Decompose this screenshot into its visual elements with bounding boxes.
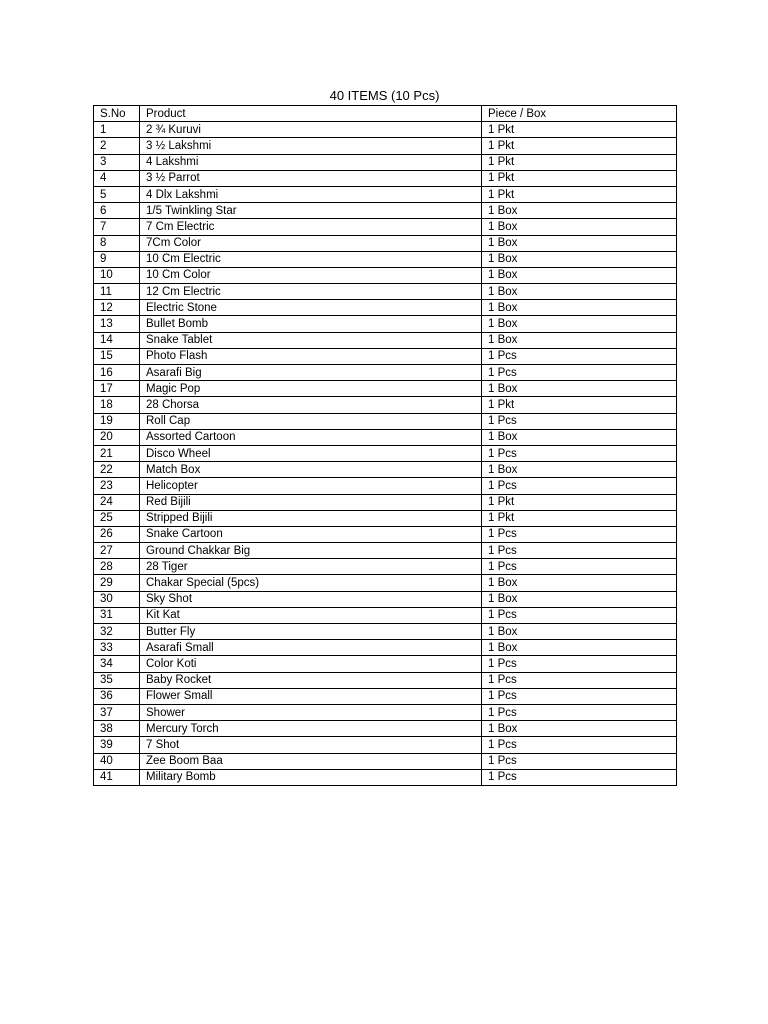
cell-sno: 22 bbox=[94, 462, 140, 478]
cell-sno: 35 bbox=[94, 672, 140, 688]
cell-piece-box: 1 Pcs bbox=[482, 348, 677, 364]
table-row bbox=[94, 721, 677, 737]
cell-piece-box: 1 Pcs bbox=[482, 688, 677, 704]
cell-piece-box: 1 Pcs bbox=[482, 769, 677, 785]
cell-product: Bullet Bomb bbox=[140, 316, 482, 332]
cell-piece-box: 1 Pkt bbox=[482, 154, 677, 170]
cell-sno: 36 bbox=[94, 688, 140, 704]
table-row bbox=[94, 575, 677, 591]
cell-piece-box: 1 Pcs bbox=[482, 672, 677, 688]
cell-piece-box: 1 Box bbox=[482, 332, 677, 348]
cell-piece-box: 1 Pkt bbox=[482, 122, 677, 138]
table-row bbox=[94, 316, 677, 332]
cell-sno: 40 bbox=[94, 753, 140, 769]
cell-product: Butter Fly bbox=[140, 624, 482, 640]
table-row bbox=[94, 510, 677, 526]
table-row bbox=[94, 429, 677, 445]
cell-product: Baby Rocket bbox=[140, 672, 482, 688]
cell-sno: 1 bbox=[94, 122, 140, 138]
cell-piece-box: 1 Box bbox=[482, 640, 677, 656]
cell-sno: 7 bbox=[94, 219, 140, 235]
cell-product: Match Box bbox=[140, 462, 482, 478]
cell-sno: 31 bbox=[94, 607, 140, 623]
cell-product: 28 Tiger bbox=[140, 559, 482, 575]
table-row bbox=[94, 753, 677, 769]
cell-sno: 24 bbox=[94, 494, 140, 510]
cell-sno: 12 bbox=[94, 300, 140, 316]
table-row bbox=[94, 122, 677, 138]
table-row bbox=[94, 462, 677, 478]
table-row bbox=[94, 300, 677, 316]
table-row bbox=[94, 348, 677, 364]
cell-sno: 21 bbox=[94, 445, 140, 461]
cell-product: 2 ¾ Kuruvi bbox=[140, 122, 482, 138]
cell-piece-box: 1 Pkt bbox=[482, 397, 677, 413]
cell-sno: 8 bbox=[94, 235, 140, 251]
cell-sno: 29 bbox=[94, 575, 140, 591]
cell-piece-box: 1 Pcs bbox=[482, 526, 677, 542]
cell-sno: 20 bbox=[94, 429, 140, 445]
cell-product: Disco Wheel bbox=[140, 445, 482, 461]
cell-sno: 17 bbox=[94, 381, 140, 397]
cell-sno: 30 bbox=[94, 591, 140, 607]
cell-sno: 11 bbox=[94, 284, 140, 300]
cell-product: Electric Stone bbox=[140, 300, 482, 316]
cell-product: 3 ½ Lakshmi bbox=[140, 138, 482, 154]
cell-piece-box: 1 Box bbox=[482, 316, 677, 332]
cell-product: Flower Small bbox=[140, 688, 482, 704]
cell-piece-box: 1 Pcs bbox=[482, 478, 677, 494]
cell-piece-box: 1 Pcs bbox=[482, 753, 677, 769]
cell-piece-box: 1 Box bbox=[482, 575, 677, 591]
cell-product: Color Koti bbox=[140, 656, 482, 672]
cell-product: 10 Cm Electric bbox=[140, 251, 482, 267]
cell-sno: 39 bbox=[94, 737, 140, 753]
cell-piece-box: 1 Pcs bbox=[482, 559, 677, 575]
cell-product: 7 Shot bbox=[140, 737, 482, 753]
cell-product: Zee Boom Baa bbox=[140, 753, 482, 769]
table-row bbox=[94, 365, 677, 381]
cell-sno: 19 bbox=[94, 413, 140, 429]
cell-sno: 6 bbox=[94, 203, 140, 219]
cell-product: 4 Lakshmi bbox=[140, 154, 482, 170]
table-row bbox=[94, 688, 677, 704]
table-row bbox=[94, 672, 677, 688]
cell-piece-box: 1 Box bbox=[482, 219, 677, 235]
cell-piece-box: 1 Pcs bbox=[482, 607, 677, 623]
table-row bbox=[94, 284, 677, 300]
table-row bbox=[94, 640, 677, 656]
cell-piece-box: 1 Box bbox=[482, 203, 677, 219]
table-row bbox=[94, 154, 677, 170]
table-row bbox=[94, 445, 677, 461]
cell-sno: 41 bbox=[94, 769, 140, 785]
cell-sno: 10 bbox=[94, 267, 140, 283]
cell-product: Kit Kat bbox=[140, 607, 482, 623]
cell-sno: 27 bbox=[94, 543, 140, 559]
table-row bbox=[94, 624, 677, 640]
cell-piece-box: 1 Box bbox=[482, 235, 677, 251]
table-row bbox=[94, 219, 677, 235]
table-row bbox=[94, 591, 677, 607]
cell-piece-box: 1 Box bbox=[482, 429, 677, 445]
cell-sno: 37 bbox=[94, 704, 140, 720]
cell-piece-box: 1 Pkt bbox=[482, 138, 677, 154]
cell-product: 1/5 Twinkling Star bbox=[140, 203, 482, 219]
cell-product: 10 Cm Color bbox=[140, 267, 482, 283]
table-row bbox=[94, 267, 677, 283]
table-row bbox=[94, 251, 677, 267]
table-row bbox=[94, 138, 677, 154]
header-product: Product bbox=[140, 106, 482, 122]
table-row bbox=[94, 559, 677, 575]
cell-sno: 18 bbox=[94, 397, 140, 413]
cell-product: Sky Shot bbox=[140, 591, 482, 607]
cell-piece-box: 1 Box bbox=[482, 381, 677, 397]
cell-piece-box: 1 Box bbox=[482, 251, 677, 267]
table-row bbox=[94, 704, 677, 720]
table-row bbox=[94, 543, 677, 559]
cell-product: Helicopter bbox=[140, 478, 482, 494]
cell-piece-box: 1 Box bbox=[482, 284, 677, 300]
cell-product: Mercury Torch bbox=[140, 721, 482, 737]
header-piece-box: Piece / Box bbox=[482, 106, 677, 122]
table-row bbox=[94, 478, 677, 494]
cell-sno: 25 bbox=[94, 510, 140, 526]
cell-product: Red Bijili bbox=[140, 494, 482, 510]
table-row bbox=[94, 494, 677, 510]
cell-piece-box: 1 Pcs bbox=[482, 656, 677, 672]
cell-sno: 2 bbox=[94, 138, 140, 154]
cell-sno: 4 bbox=[94, 170, 140, 186]
cell-product: Asarafi Small bbox=[140, 640, 482, 656]
table-row bbox=[94, 526, 677, 542]
cell-piece-box: 1 Box bbox=[482, 267, 677, 283]
cell-sno: 34 bbox=[94, 656, 140, 672]
cell-product: 28 Chorsa bbox=[140, 397, 482, 413]
table-row bbox=[94, 203, 677, 219]
table-row bbox=[94, 397, 677, 413]
cell-product: Photo Flash bbox=[140, 348, 482, 364]
table-row bbox=[94, 769, 677, 785]
cell-sno: 14 bbox=[94, 332, 140, 348]
cell-sno: 13 bbox=[94, 316, 140, 332]
cell-sno: 15 bbox=[94, 348, 140, 364]
cell-piece-box: 1 Box bbox=[482, 462, 677, 478]
cell-sno: 3 bbox=[94, 154, 140, 170]
cell-sno: 38 bbox=[94, 721, 140, 737]
cell-piece-box: 1 Pcs bbox=[482, 543, 677, 559]
table-row bbox=[94, 413, 677, 429]
cell-piece-box: 1 Pcs bbox=[482, 365, 677, 381]
document-title: 40 ITEMS (10 Pcs) bbox=[329, 88, 440, 103]
table-row bbox=[94, 656, 677, 672]
cell-sno: 16 bbox=[94, 365, 140, 381]
cell-product: Chakar Special (5pcs) bbox=[140, 575, 482, 591]
cell-sno: 28 bbox=[94, 559, 140, 575]
cell-product: Snake Tablet bbox=[140, 332, 482, 348]
cell-product: Magic Pop bbox=[140, 381, 482, 397]
table-row bbox=[94, 170, 677, 186]
cell-piece-box: 1 Pkt bbox=[482, 186, 677, 202]
cell-product: 4 Dlx Lakshmi bbox=[140, 186, 482, 202]
cell-piece-box: 1 Box bbox=[482, 591, 677, 607]
cell-product: Ground Chakkar Big bbox=[140, 543, 482, 559]
cell-product: Snake Cartoon bbox=[140, 526, 482, 542]
cell-piece-box: 1 Pcs bbox=[482, 413, 677, 429]
cell-sno: 23 bbox=[94, 478, 140, 494]
cell-piece-box: 1 Box bbox=[482, 300, 677, 316]
cell-piece-box: 1 Pkt bbox=[482, 494, 677, 510]
cell-piece-box: 1 Box bbox=[482, 624, 677, 640]
cell-sno: 33 bbox=[94, 640, 140, 656]
items-table bbox=[93, 105, 677, 786]
cell-product: Shower bbox=[140, 704, 482, 720]
table-row bbox=[94, 332, 677, 348]
table-row bbox=[94, 737, 677, 753]
cell-piece-box: 1 Pkt bbox=[482, 510, 677, 526]
cell-sno: 32 bbox=[94, 624, 140, 640]
cell-sno: 26 bbox=[94, 526, 140, 542]
cell-product: 3 ½ Parrot bbox=[140, 170, 482, 186]
cell-piece-box: 1 Box bbox=[482, 721, 677, 737]
cell-piece-box: 1 Pkt bbox=[482, 170, 677, 186]
table-header-row bbox=[94, 106, 677, 122]
cell-product: Military Bomb bbox=[140, 769, 482, 785]
cell-product: 12 Cm Electric bbox=[140, 284, 482, 300]
table-row bbox=[94, 607, 677, 623]
cell-piece-box: 1 Pcs bbox=[482, 737, 677, 753]
cell-product: Assorted Cartoon bbox=[140, 429, 482, 445]
cell-piece-box: 1 Pcs bbox=[482, 704, 677, 720]
cell-sno: 5 bbox=[94, 186, 140, 202]
cell-product: 7Cm Color bbox=[140, 235, 482, 251]
table-row bbox=[94, 235, 677, 251]
header-sno: S.No bbox=[94, 106, 140, 122]
table-row bbox=[94, 381, 677, 397]
cell-sno: 9 bbox=[94, 251, 140, 267]
cell-product: 7 Cm Electric bbox=[140, 219, 482, 235]
cell-product: Stripped Bijili bbox=[140, 510, 482, 526]
cell-piece-box: 1 Pcs bbox=[482, 445, 677, 461]
cell-product: Roll Cap bbox=[140, 413, 482, 429]
table-row bbox=[94, 186, 677, 202]
cell-product: Asarafi Big bbox=[140, 365, 482, 381]
table-body bbox=[94, 122, 677, 786]
